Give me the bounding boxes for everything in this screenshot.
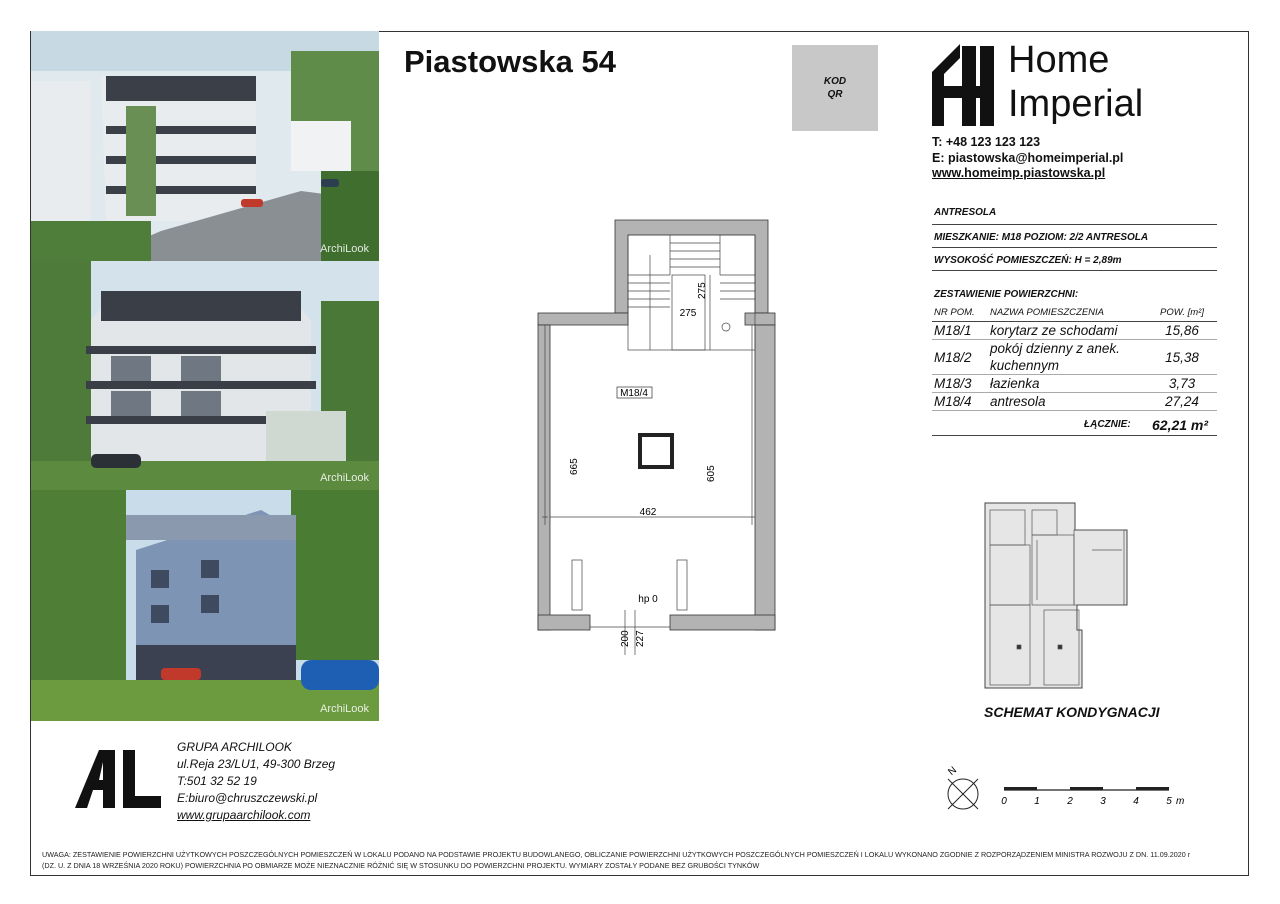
disclaimer-line-2: (DZ. U. Z DNIA 18 WRZEŚNIA 2020 ROKU) POWIERZCHNIA PO OBMIARZE MOŻE NIEZNACZNIE RÓŻNIĆ SIĘ W STOSUNKU DO POWIERZCHNI PROJEKTU. WYMIARY ZOSTAŁY PODANE BEZ GRUBOŚCI TYNKÓW	[42, 861, 760, 870]
dim-left-height: 665	[569, 458, 580, 475]
total-value: 62,21 m²	[1152, 417, 1209, 433]
watermark: ArchiLook	[320, 472, 369, 484]
room-number: M18/3	[932, 375, 988, 393]
room-number: M18/1	[932, 322, 988, 340]
building-render-2	[31, 261, 379, 490]
contact-email[interactable]: E: piastowska@homeimperial.pl	[932, 151, 1124, 165]
header-area: POW. [m²]	[1147, 304, 1217, 322]
scale-tick: 4	[1133, 796, 1139, 807]
qr-label-2: QR	[827, 89, 843, 100]
building-render-1	[31, 31, 379, 261]
schema-label: SCHEMAT KONDYGNACJI	[984, 704, 1160, 720]
home-imperial-logo-icon	[932, 44, 994, 126]
dim-stair-width: 275	[679, 308, 697, 319]
room-name: korytarz ze schodami	[988, 322, 1147, 340]
architect-email[interactable]: E:biuro@chruszczewski.pl	[177, 791, 318, 805]
table-row	[932, 375, 1217, 393]
scale-tick: 0	[1001, 796, 1007, 807]
area-total-row	[932, 418, 1217, 436]
room-name: pokój dzienny z anek. kuchennym	[988, 340, 1147, 375]
brand-line-2: Imperial	[1008, 83, 1144, 125]
dim-bottom-2: 227	[635, 630, 646, 647]
area-table-header	[932, 304, 1217, 322]
archilook-logo-icon	[75, 750, 163, 808]
floor-schema	[982, 500, 1132, 690]
room-area: 15,38	[1147, 340, 1217, 375]
contact-website-link[interactable]: www.homeimp.piastowska.pl	[932, 166, 1106, 180]
architect-website-link[interactable]: www.grupaarchilook.com	[177, 808, 311, 822]
architect-contact	[177, 739, 335, 824]
room-area: 15,86	[1147, 322, 1217, 340]
disclaimer-note	[42, 849, 1242, 871]
compass-and-scale	[938, 758, 1188, 818]
compass-letter: N	[946, 764, 959, 778]
building-render-3	[31, 490, 379, 721]
watermark: ArchiLook	[320, 243, 369, 255]
level-label: ANTRESOLA	[934, 207, 997, 218]
apartment-label: MIESZKANIE: M18 POZIOM: 2/2 ANTRESOLA	[934, 232, 1149, 243]
table-row	[932, 322, 1217, 340]
dim-stair-height: 275	[697, 282, 708, 299]
floor-height-label: hp 0	[638, 594, 658, 605]
divider	[932, 247, 1217, 248]
brand-name	[1008, 38, 1143, 126]
dim-right-height: 605	[706, 465, 717, 482]
table-row	[932, 393, 1217, 411]
area-table	[932, 304, 1217, 411]
architect-address: ul.Reja 23/LU1, 49-300 Brzeg	[177, 757, 336, 771]
table-row	[932, 340, 1217, 375]
disclaimer-line-1: UWAGA: ZESTAWIENIE POWIERZCHNI UŻYTKOWYCH POSZCZEGÓLNYCH POMIESZCZEŃ W LOKALU PODANO NA PODSTAWIE PROJEKTU BUDOWLANEGO, OBLICZANIE POWIERZCHNI UŻYTKOWYCH POSZCZEGÓLNYCH POMIESZCZEŃ I LOKALU WYKONANO ZGODNIE Z ROZPORZĄDZENIEM MINISTRA ROZWOJU Z DN. 11.09.2020 r	[42, 850, 1191, 859]
header-room-number: NR POM.	[932, 304, 988, 322]
dim-bottom-1: 200	[620, 630, 631, 647]
qr-code-placeholder	[792, 45, 878, 131]
scale-unit: m	[1176, 796, 1185, 807]
brand-line-1: Home	[1008, 39, 1110, 81]
architect-phone: T:501 32 52 19	[177, 774, 257, 788]
contact-phone: T: +48 123 123 123	[932, 135, 1041, 149]
area-summary-title: ZESTAWIENIE POWIERZCHNI:	[934, 289, 1079, 300]
floor-plan	[530, 215, 780, 655]
room-number: M18/4	[932, 393, 988, 411]
scale-bar	[1001, 787, 1184, 807]
compass-icon	[946, 765, 978, 809]
total-label: ŁĄCZNIE:	[1084, 419, 1131, 430]
room-name: antresola	[988, 393, 1147, 411]
dim-room-width: 462	[639, 507, 657, 518]
room-height-label: WYSOKOŚĆ POMIESZCZEŃ: H = 2,89m	[934, 255, 1122, 266]
page-title: Piastowska 54	[404, 44, 616, 79]
scale-tick: 5	[1166, 796, 1172, 807]
room-tag: M18/4	[620, 388, 648, 399]
divider	[932, 270, 1217, 271]
room-number: M18/2	[932, 340, 988, 375]
watermark: ArchiLook	[320, 703, 369, 715]
room-area: 27,24	[1147, 393, 1217, 411]
scale-tick: 2	[1067, 796, 1073, 807]
divider	[932, 224, 1217, 225]
header-room-name: NAZWA POMIESZCZENIA	[988, 304, 1147, 322]
qr-label-1: KOD	[823, 76, 847, 87]
room-area: 3,73	[1147, 375, 1217, 393]
room-name: łazienka	[988, 375, 1147, 393]
scale-tick: 1	[1034, 796, 1040, 807]
architect-name: GRUPA ARCHILOOK	[177, 740, 292, 754]
scale-tick: 3	[1100, 796, 1106, 807]
